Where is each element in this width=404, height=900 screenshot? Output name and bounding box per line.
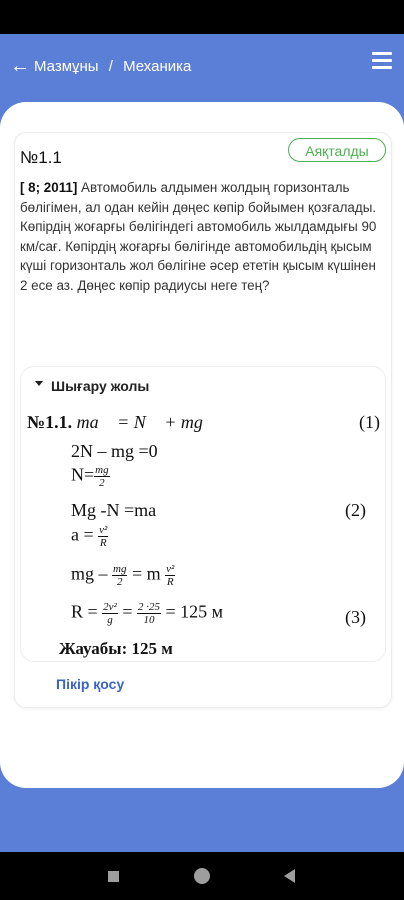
solution-title: Шығару жолы — [51, 378, 150, 394]
back-triangle-icon[interactable] — [284, 869, 295, 883]
problem-source-tag: [ 8; 2011] — [20, 180, 78, 195]
equation-5-left: a = — [71, 524, 94, 545]
system-nav-bar — [0, 852, 404, 900]
equation-6-mid: = m — [131, 563, 161, 584]
solution-image — [21, 407, 385, 661]
status-badge[interactable]: Аяқталды — [288, 138, 386, 162]
problem-text — [20, 178, 382, 295]
equation-5-frac-top: v² — [99, 524, 108, 536]
problem-number: №1.1 — [20, 148, 62, 167]
add-feedback-link[interactable]: Пікір қосу — [56, 676, 125, 692]
solution-accordion — [20, 366, 386, 662]
solution-label: №1.1. — [27, 412, 73, 432]
hamburger-menu-icon[interactable] — [372, 52, 392, 70]
equation-7-eq: = — [122, 601, 133, 622]
equation-4-number: (2) — [345, 500, 366, 520]
equation-7-frac-top: 2v² — [103, 601, 117, 613]
equation-7-left: R = — [71, 601, 98, 622]
equation-5-frac-bottom: R — [99, 537, 107, 549]
equation-3-frac-top: mg — [95, 464, 109, 476]
equation-2: 2N – mg =0 — [71, 441, 158, 461]
back-arrow-icon[interactable]: ← — [10, 55, 30, 77]
equation-4: Mg -N =ma — [71, 500, 157, 520]
equation-6-frac2-top: v² — [166, 563, 175, 575]
solution-accordion-header[interactable] — [21, 367, 385, 405]
breadcrumb — [34, 58, 197, 75]
status-bar — [0, 0, 404, 34]
equation-3-frac-bottom: 2 — [99, 477, 105, 489]
breadcrumb-root[interactable]: Мазмұны — [34, 58, 99, 75]
equation-7-frac-bottom: g — [107, 614, 113, 626]
answer-text: Жауабы: 125 м — [59, 639, 173, 658]
equation-1: ma⃗ = N⃗ + mg⃗ — [76, 412, 217, 432]
breadcrumb-current: Механика — [123, 58, 192, 75]
equation-6-frac-top: mg — [113, 563, 127, 575]
equation-7-number: (3) — [345, 607, 366, 627]
problem-body: Автомобиль алдымен жолдың горизонталь бөлігімен, ал одан кейін дөңес көпір бойымен қозғалады. Көпірдің жоғарғы бөлігіндегі автомобиль жылдамдығы 90 км/сағ. Көпірдің жоғарғы бөлігінде автомобильдің қысым күші горизонталь жол бөлігіне әсер ететін қысым күшінен 2 есе аз. Дөңес көпір радиусы неге тең? — [20, 180, 377, 293]
caret-down-icon — [35, 381, 43, 386]
equation-7-result: = 125 м — [165, 601, 224, 622]
equation-6-frac2-bottom: R — [166, 576, 174, 588]
equation-6-left: mg – — [71, 563, 108, 584]
equation-7-frac2-bottom: 10 — [143, 614, 155, 626]
breadcrumb-separator: / — [108, 58, 113, 75]
home-icon[interactable] — [194, 868, 210, 884]
equation-7-frac2-top: 2 ·25 — [138, 601, 161, 613]
equation-6-frac-bottom: 2 — [116, 576, 123, 588]
equation-1-number: (1) — [359, 412, 380, 432]
recent-apps-icon[interactable] — [108, 871, 119, 882]
equation-3-left: N= — [71, 464, 95, 485]
app-bar — [0, 34, 404, 100]
